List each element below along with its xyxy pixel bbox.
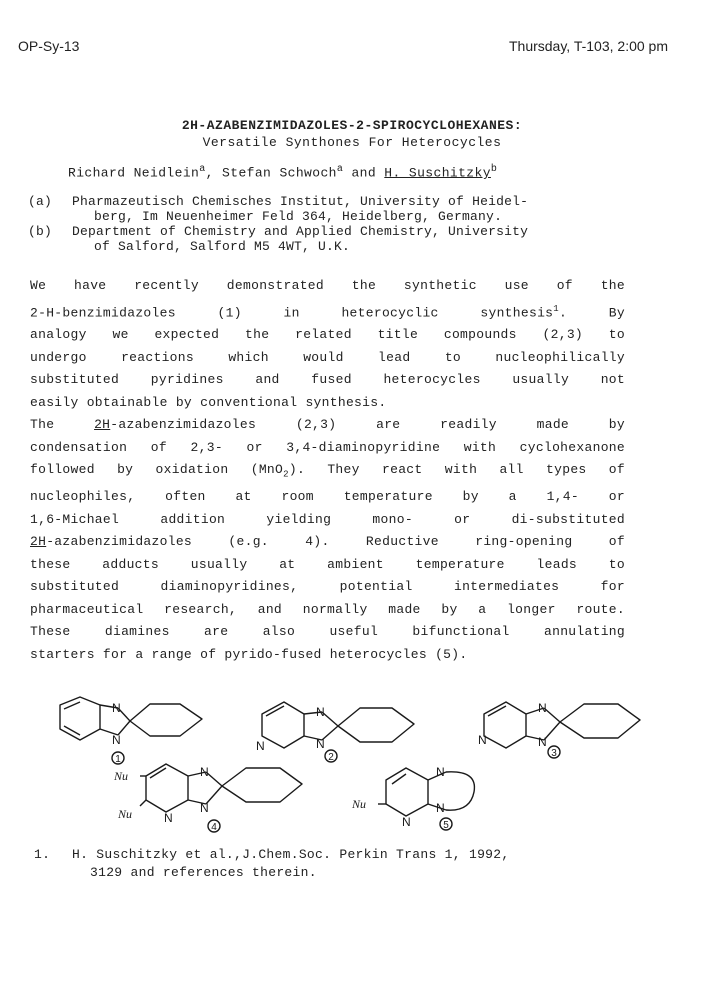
body-line: condensation of 2,3- or 3,4-diaminopyridine with cyclohexanone [30,439,625,455]
atom-label: N [112,701,121,715]
author-name: H. Suschitzky [384,165,491,181]
body-line: followed by oxidation (MnO$_2$). They react with all types of [30,462,625,480]
body-line: pharmaceutical research, and normally made by a longer route. [30,601,625,617]
affiliation-mark: a [199,164,206,175]
substituent-label: Nu [118,807,133,821]
paper-subtitle: Versatile Synthones For Heterocycles [202,135,502,150]
affiliation-mark: b [490,164,498,175]
body-line: undergo reactions which would lead to nucleophilically [30,349,625,365]
reference-line: 3129 and references therein. [90,865,317,880]
body-line: 2H-azabenzimidazoles (e.g. 4). Reductive ring-opening of [30,534,625,550]
subscript: 2 [283,469,289,480]
atom-label: N [538,735,547,749]
body-line: nucleophiles, often at room temperature by a 1,4- or [30,489,625,505]
author-separator: , [205,165,223,181]
structure-4 [140,764,302,812]
body-line: easily obtainable by conventional synthesis. [30,394,387,410]
structure-2 [262,702,414,748]
reference-number: 1. [34,847,51,862]
atom-label: N [478,733,487,747]
body-line: 2-H-benzimidazoles (1) in heterocyclic synthesis$^1$. By [30,303,625,320]
compound-number: 3 [551,748,557,759]
body-line: The 2H-azabenzimidazoles (2,3) are readily made by [30,417,625,433]
atom-label: N [316,705,325,719]
structure-1 [60,697,202,740]
affiliation-line: of Salford, Salford M5 4WT, U.K. [94,239,351,254]
atom-label: N [316,737,325,751]
author-separator: and [343,165,385,181]
atom-label: N [164,811,173,825]
header-session-time: Thursday, T-103, 2:00 pm [508,38,668,54]
atom-label: N [200,765,209,779]
compound-number: 5 [443,820,449,831]
atom-label: N [200,801,209,815]
body-line: these adducts usually at ambient temperature leads to [30,556,625,572]
body-line: substituted diaminopyridines, potential intermediates for [30,579,625,595]
affiliation-line: berg, Im Neuenheimer Feld 364, Heidelberg, Germany. [94,209,503,224]
body-line: These diamines are also useful bifunctional annulating [30,624,625,640]
atom-label: N [538,701,547,715]
body-line: starters for a range of pyrido-fused heterocycles (5). [30,646,468,662]
atom-label: N [402,815,411,829]
atom-label: N [112,733,121,747]
body-line: 1,6-Michael addition yielding mono- or di-substituted [30,511,625,527]
affiliation-mark: a [336,164,344,175]
compound-number: 1 [115,754,121,765]
affiliation-tag: (b) [28,224,53,239]
body-line: We have recently demonstrated the synthetic use of the [30,278,625,293]
affiliation-line: Department of Chemistry and Applied Chemistry, University [72,224,529,239]
atom-label: N [256,739,265,753]
reference-1 [34,846,509,882]
compound-number: 2 [328,752,334,763]
atom-label: N [436,765,445,779]
body-line: substituted pyridines and fused heterocycles usually not [30,372,625,388]
affiliation-line: Pharmazeutisch Chemisches Institut, University of Heidel- [72,194,529,209]
reference-line: H. Suschitzky et al.,J.Chem.Soc. Perkin Trans 1, 1992, [72,847,510,862]
structure-3 [484,702,640,748]
atom-label: N [436,801,445,815]
structure-5 [378,768,474,816]
paper-title: 2H-AZABENZIMIDAZOLES-2-SPIROCYCLOHEXANES: [181,118,523,133]
author-name: Stefan Schwoch [222,165,337,181]
body-line: analogy we expected the related title compounds (2,3) to [30,327,625,343]
compound-number: 4 [211,822,217,833]
substituent-label: Nu [352,797,367,811]
substituent-label: Nu [114,769,129,783]
affiliation-tag: (a) [28,194,53,209]
header-session-code: OP-Sy-13 [18,38,80,54]
author-name: Richard Neidlein [68,165,200,181]
citation-mark: 1 [553,303,559,314]
